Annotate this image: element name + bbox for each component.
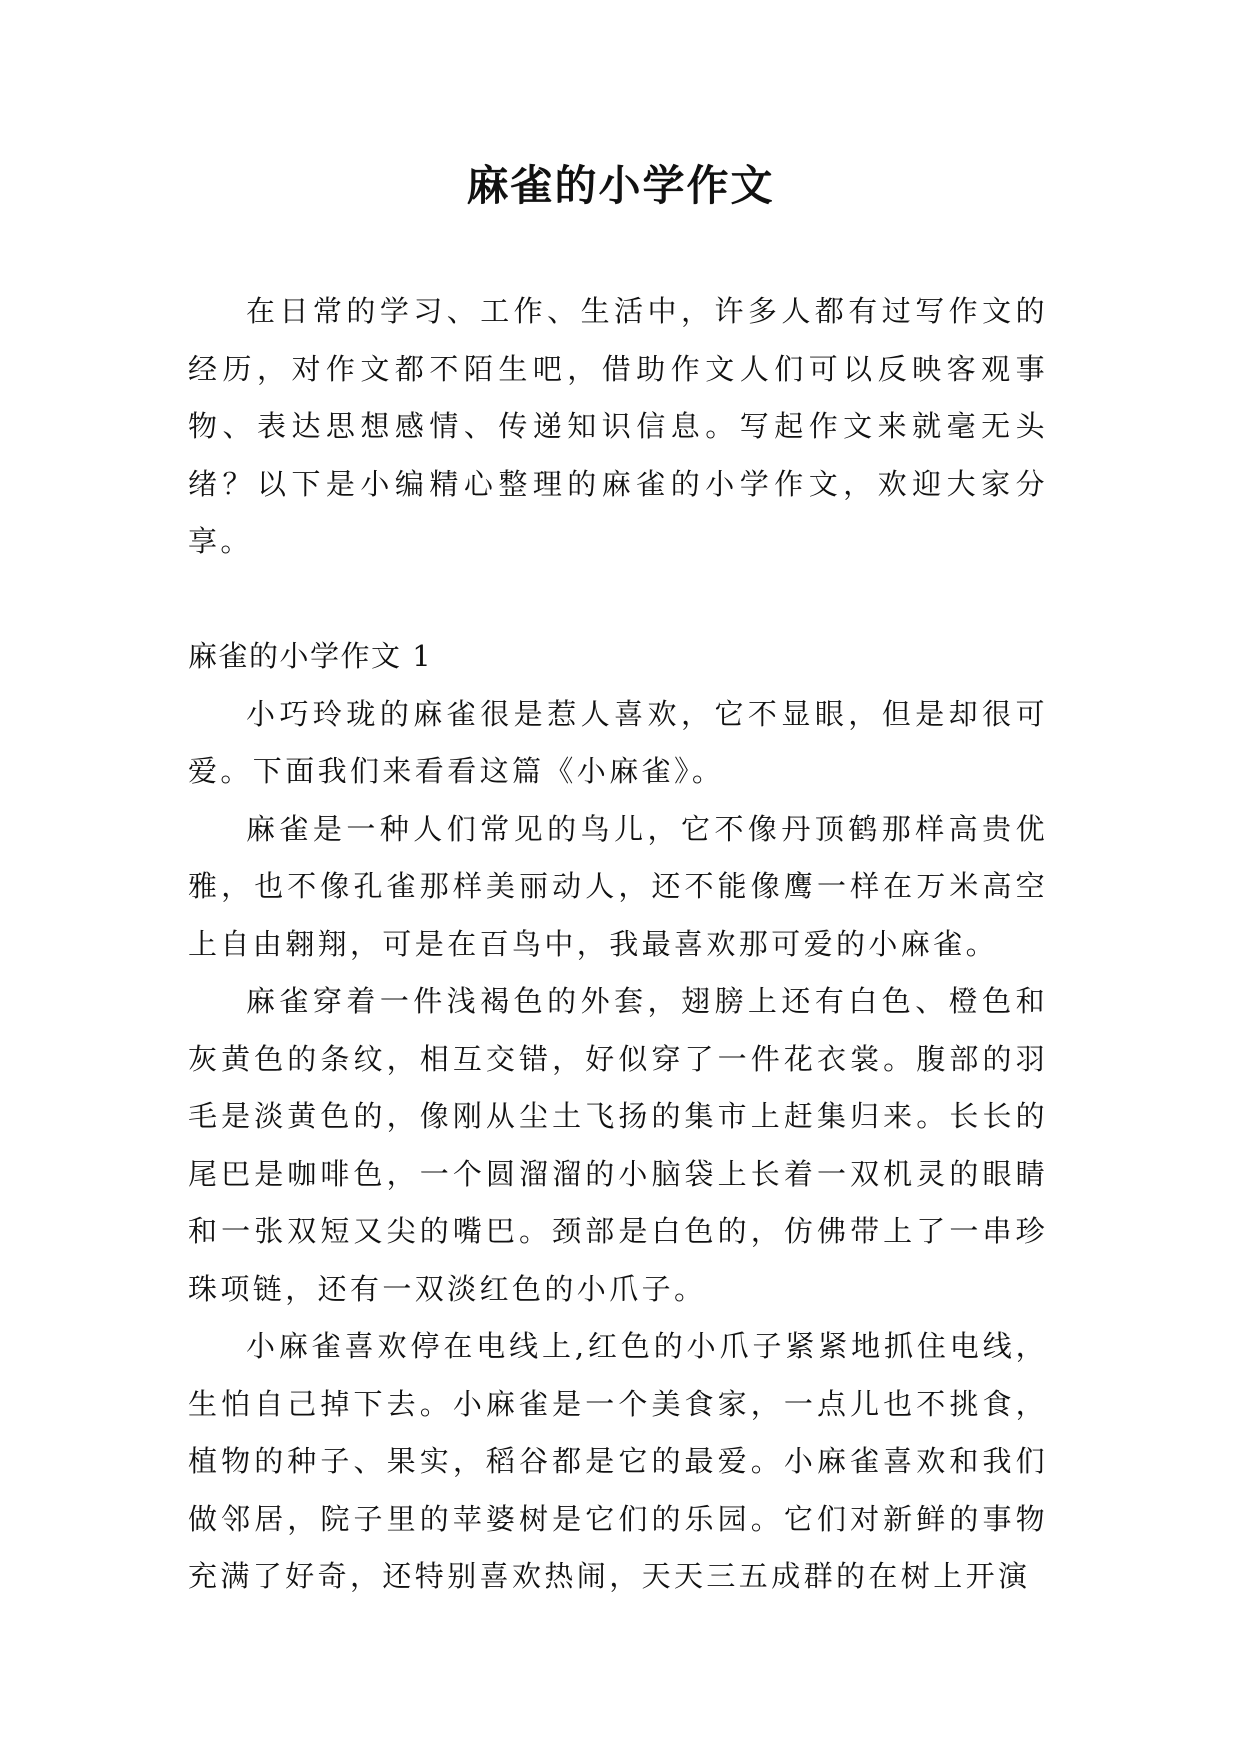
body-paragraph: 麻雀是一种人们常见的鸟儿，它不像丹顶鹤那样高贵优雅，也不像孔雀那样美丽动人，还不能像鹰一样在万米高空上自由翱翔，可是在百鸟中，我最喜欢那可爱的小麻雀。: [188, 811, 1048, 961]
body-paragraph: 麻雀穿着一件浅褐色的外套，翅膀上还有白色、橙色和灰黄色的条纹，相互交错，好似穿了一件花衣裳。腹部的羽毛是淡黄色的，像刚从尘土飞扬的集市上赶集归来。长长的尾巴是咖啡色，一个圆溜溜的小脑袋上长着一双机灵的眼睛和一张双短又尖的嘴巴。颈部是白色的，仿佛带上了一串珍珠项链，还有一双淡红色的小爪子。: [188, 984, 1048, 1306]
document-title: 麻雀的小学作文: [466, 161, 775, 210]
body-paragraph: 小巧玲珑的麻雀很是惹人喜欢，它不显眼，但是却很可爱。下面我们来看看这篇《小麻雀》。: [188, 696, 1048, 788]
document-body: [188, 283, 1048, 1606]
section-heading: 麻雀的小学作文 1: [188, 639, 433, 673]
intro-paragraph: 在日常的学习、工作、生活中，许多人都有过写作文的经历，对作文都不陌生吧，借助作文人们可以反映客观事物、表达思想感情、传递知识信息。写起作文来就毫无头绪？以下是小编精心整理的麻雀的小学作文，欢迎大家分享。: [188, 294, 1048, 558]
body-paragraph: 小麻雀喜欢停在电线上,红色的小爪子紧紧地抓住电线，生怕自己掉下去。小麻雀是一个美食家，一点儿也不挑食，植物的种子、果实，稻谷都是它的最爱。小麻雀喜欢和我们做邻居，院子里的苹婆树是它们的乐园。它们对新鲜的事物充满了好奇，还特别喜欢热闹，天天三五成群的在树上开演: [188, 1329, 1048, 1593]
